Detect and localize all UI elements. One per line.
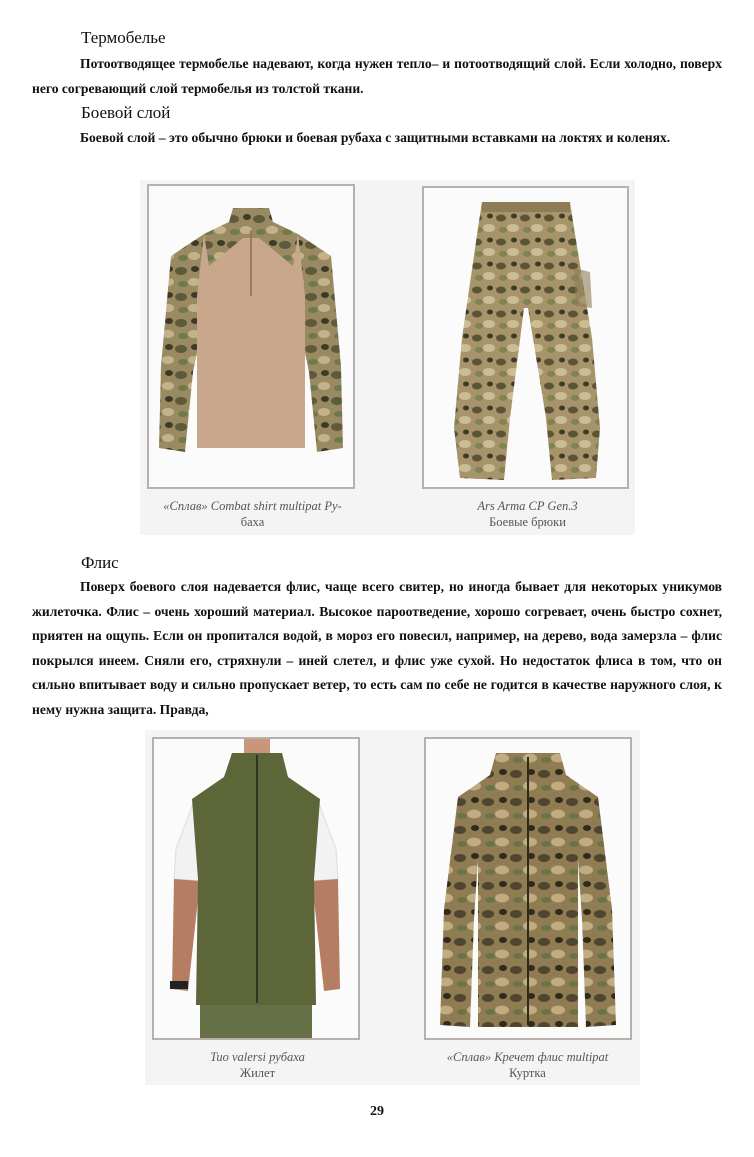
- caption-type: Куртка: [509, 1066, 546, 1080]
- caption-combat-pants: [420, 498, 635, 530]
- page-number: 29: [370, 1104, 384, 1119]
- caption-combat-shirt: [145, 498, 360, 530]
- section-text-combat: Боевой слой – это обычно брюки и боевая рубаха с защитными вставками на локтях и коленях.: [80, 130, 671, 145]
- caption-brand: «Сплав» Combat shirt multipat Ру-: [163, 499, 342, 513]
- section-title-fleece: Флис: [81, 553, 119, 572]
- combat-pants-image: [424, 188, 627, 487]
- caption-fleece-jacket: [420, 1049, 635, 1081]
- caption-type: Жилет: [239, 1066, 276, 1080]
- figure-combat-shirt: [147, 184, 355, 489]
- caption-type: баха: [240, 515, 265, 529]
- caption-brand: Tuo valersi рубаха: [210, 1050, 305, 1064]
- fleece-vest-image: [154, 739, 358, 1038]
- fleece-jacket-image: [426, 739, 630, 1038]
- section-text-thermal: Потоотводящее термобелье надевают, когда нужен тепло– и потоотводящий слой. Если холодно, поверх него согревающий слой термобелья из толстой ткани.: [32, 56, 722, 96]
- section-text-fleece: Поверх боевого слоя надевается флис, чаще всего свитер, но иногда бывает для некоторых уникумов жилеточка. Флис – очень хороший материал. Высокое пароотведение, хорошо согревает, очень быстро сохнет, приятен на ощупь. Если он пропитался водой, в мороз его повесил, например, на дерево, вода замерзла – флис покрылся инеем. Сняли его, стряхнули – иней слетел, и флис уже сухой. Но недостаток флиса в том, что он сильно впитывает воду и сильно пропускает ветер, то есть сам по себе не годится в качестве наружного слоя, к нему нужна защита. Правда,: [32, 579, 722, 717]
- caption-type: Боевые брюки: [489, 515, 566, 529]
- section-title-combat: Боевой слой: [81, 103, 171, 122]
- section-title-thermal: Термобелье: [81, 28, 166, 47]
- caption-brand: Ars Arma CP Gen.3: [477, 499, 578, 513]
- caption-fleece-vest: [150, 1049, 365, 1081]
- figure-fleece-jacket: [424, 737, 632, 1040]
- figure-fleece-vest: [152, 737, 360, 1040]
- figure-combat-pants: [422, 186, 629, 489]
- caption-brand: «Сплав» Кречет флис multipat: [446, 1050, 609, 1064]
- combat-shirt-image: [149, 186, 353, 487]
